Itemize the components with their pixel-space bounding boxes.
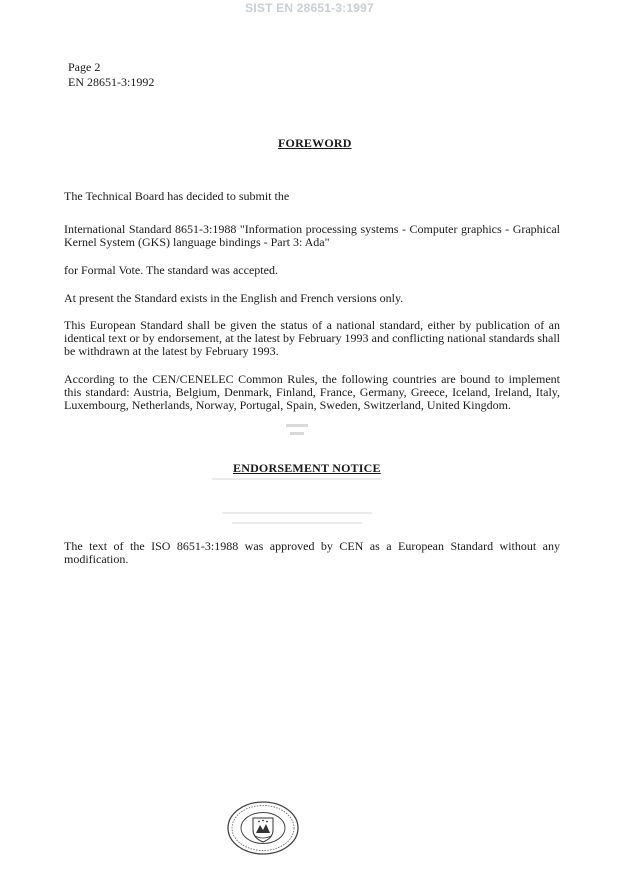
foreword-heading: FOREWORD bbox=[278, 136, 352, 150]
foreword-paragraph-3: for Formal Vote. The standard was accepted. bbox=[64, 263, 278, 277]
foreword-paragraph-4: At present the Standard exists in the English and French versions only. bbox=[64, 291, 404, 305]
stamp-seal-icon bbox=[226, 800, 300, 856]
scan-speck bbox=[232, 522, 362, 524]
foreword-paragraph-1: The Technical Board has decided to submit the bbox=[64, 189, 290, 203]
endorsement-text: The text of the ISO 8651-3:1988 was approved by CEN as a European Standard without any modification. bbox=[64, 539, 560, 566]
foreword-paragraph-2: International Standard 8651-3:1988 "Information processing systems - Computer graphics - Graphical Kernel System (GKS) language bindings - Part 3: Ada" bbox=[64, 222, 560, 249]
scan-speck bbox=[212, 478, 382, 480]
document-watermark: SIST EN 28651-3:1997 bbox=[245, 1, 374, 15]
foreword-paragraph-6: According to the CEN/CENELEC Common Rules, the following countries are bound to implement this standard: Austria, Belgium, Denmark, Finland, France, Germany, Greece, Iceland, Ireland, Italy, Luxembourg, Netherlands, Norway, Portugal, Spain, Sweden, Switzerland, United Kingdom. bbox=[64, 372, 560, 412]
page-number: Page 2 bbox=[68, 60, 101, 74]
endorsement-heading: ENDORSEMENT NOTICE bbox=[233, 461, 381, 475]
document-code: EN 28651-3:1992 bbox=[68, 75, 155, 89]
foreword-paragraph-5: This European Standard shall be given the status of a national standard, either by publication of an identical text or by endorsement, at the latest by February 1993 and conflicting national standards shall be withdrawn at the latest by February 1993. bbox=[64, 318, 560, 358]
page-header bbox=[68, 60, 154, 90]
scan-speck bbox=[290, 432, 304, 435]
scan-speck bbox=[286, 424, 308, 427]
scan-speck bbox=[222, 512, 372, 514]
